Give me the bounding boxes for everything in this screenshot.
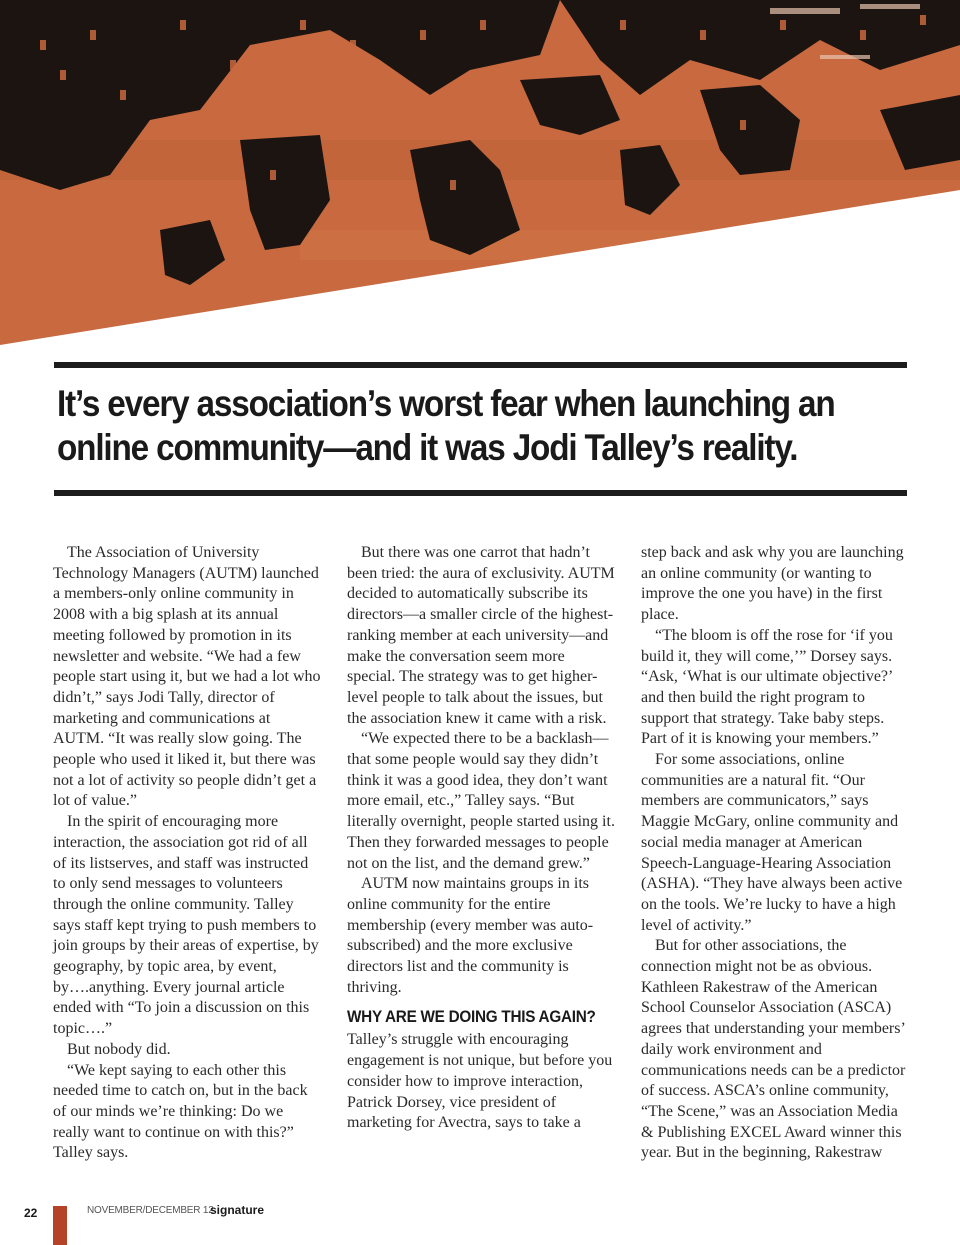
paragraph: But for other associations, the connection might not be as obvious. Kathleen Rakestraw of the American School Counselor Association (ASCA) agrees that understanding your members’ daily work environment and communications needs can be a predictor of success. ASCA’s online community, “The Scene,” was an Association Media & Publishing EXCEL Award winner this year. But in the beginning, Rakestraw (641, 937, 906, 1162)
headline (57, 382, 835, 470)
issue-date: NOVEMBER/DECEMBER 12 (87, 1205, 214, 1216)
footer-accent-bar (53, 1206, 67, 1245)
paragraph: For some associations, online communities are a natural fit. “Our members are communicators,” says Maggie McGary, online community and social media manager at American Speech-Language-Hearing Association (ASHA). “They have always been active on the tools. We’re lucky to have a high level of activity.” (641, 751, 903, 934)
paragraph: AUTM now maintains groups in its online community for the entire membership (every member was auto-subscribed) and the more exclusive directors list and the community is thriving. (347, 875, 594, 996)
article-column-3 (641, 543, 909, 1164)
paragraph: “We kept saying to each other this needed time to catch on, but in the back of our minds we’re thinking: Do we really want to continue on with this?” Talley says. (53, 1061, 308, 1162)
paragraph: But nobody did. (67, 1040, 171, 1058)
headline-bottom-rule (54, 490, 907, 496)
hero-illustration (0, 0, 960, 345)
paragraph: Talley’s struggle with encouraging engagement is not unique, but before you consider how to improve interaction, Patrick Dorsey, vice president of marketing for Avectra, says to take a (347, 1031, 613, 1132)
headline-line-2: online community—and it was Jodi Talley’s reality. (57, 427, 798, 468)
paragraph: In the spirit of encouraging more interaction, the association got rid of all of its listserves, and staff was instructed to only send messages to volunteers through the online community. Talley says staff kept trying to push members to join groups by their areas of expertise, by geography, by topic area, by event, by….anything. Every journal article ended with “To join a discussion on this topic….” (53, 813, 319, 1038)
headline-top-rule (54, 362, 907, 368)
paragraph: The Association of University Technology Managers (AUTM) launched a members-only online community in 2008 with a big splash at its annual meeting followed by promotion in its newsletter and website. “We had a few people start using it, but we had a lot who didn’t,” says Jodi Tally, director of marketing and communications at AUTM. “It was really slow going. The people who used it liked it, but there was not a lot of activity so people didn’t get a lot of value.” (53, 544, 321, 810)
page-number: 22 (24, 1206, 38, 1220)
article-column-1 (53, 543, 321, 1164)
magazine-name: signature (210, 1203, 265, 1217)
paragraph: step back and ask why you are launching an online community (or wanting to improve the one you have) in the first place. (641, 544, 904, 624)
paragraph: But there was one carrot that hadn’t been tried: the aura of exclusivity. AUTM decided to automatically subscribe its directors—a smaller circle of the highest-ranking member at each university—and make the conversation seem more special. The strategy was to get higher-level people to talk about the issues, but the association knew it came with a risk. (347, 544, 615, 727)
headline-line-1: It’s every association’s worst fear when launching an (57, 383, 835, 424)
paragraph: “The bloom is off the rose for ‘if you build it, they will come,’” Dorsey says. “Ask, ‘What is our ultimate objective?’ and then build the right program to support that strategy. Take baby steps. Part of it is knowing your members.” (641, 626, 893, 748)
article-column-2 (347, 543, 615, 1134)
paragraph: “We expected there to be a backlash—that some people would say they didn’t think it was a good idea, they don’t want more email, etc.,” Talley says. “But literally overnight, people started using it. Then they forwarded messages to people not on the list, and the demand grew.” (347, 730, 615, 872)
section-heading: WHY ARE WE DOING THIS AGAIN? (347, 1007, 596, 1027)
